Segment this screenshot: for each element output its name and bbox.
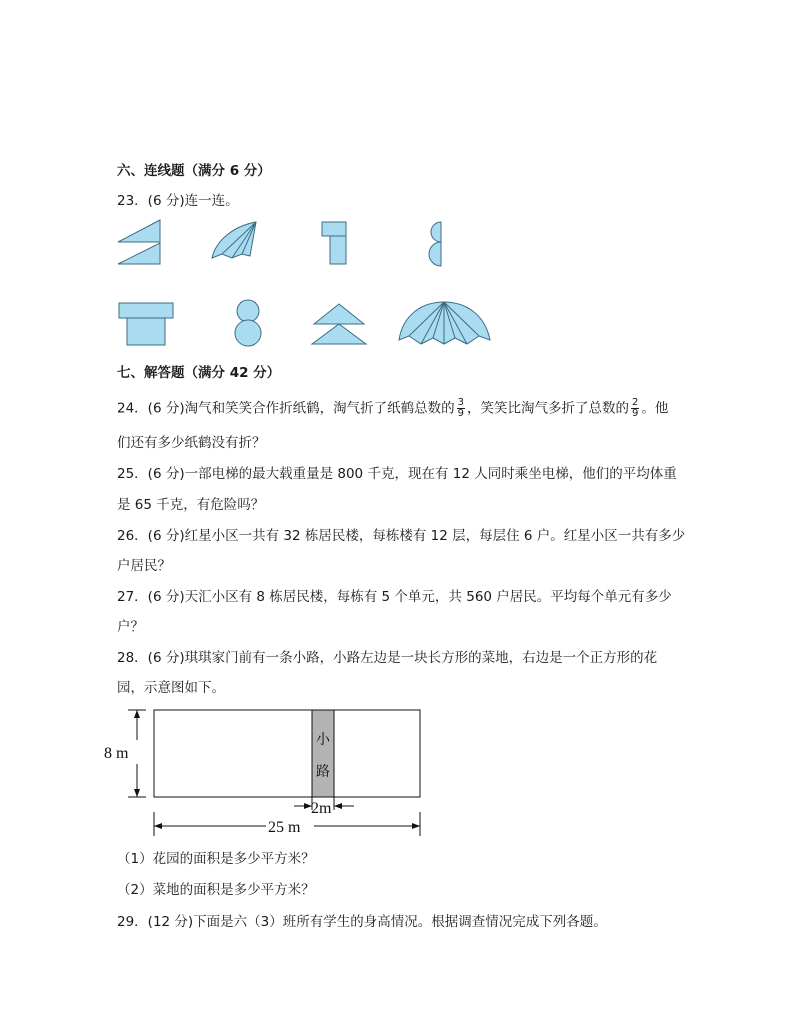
- triangle-stack-icon: [312, 302, 370, 346]
- arrow-left-icon: [154, 823, 162, 829]
- question-24-mid: ，笑笑比淘气多折了总数的: [466, 400, 629, 417]
- umbrella-icon: [397, 300, 493, 348]
- question-24-suffix: 。他: [641, 400, 669, 417]
- snowman-icon: [227, 299, 271, 349]
- question-28-sub-2: （2）菜地的面积是多少平方米？: [117, 882, 315, 898]
- arrow-down-icon: [134, 789, 140, 797]
- fraction-2-9: [631, 398, 639, 419]
- mushroom-icon: [117, 300, 177, 348]
- land-outline: [154, 710, 420, 797]
- half-snowman-icon: [423, 220, 445, 268]
- question-28-line2: 园，示意图如下。: [117, 680, 225, 696]
- arrow-right-icon: [412, 823, 420, 829]
- question-27-line1: 27．(6 分)天汇小区有 8 栋居民楼，每栋有 5 个单元，共 560 户居民。平均每个单元有多少: [117, 589, 672, 605]
- question-26-line1: 26．(6 分)红星小区一共有 32 栋居民楼，每栋楼有 12 层，每层住 6 户。红星小区一共有多少: [117, 528, 686, 544]
- road-width-label: 2m: [311, 800, 332, 817]
- question-29: 29．(12 分)下面是六（3）班所有学生的身高情况。根据调查情况完成下列各题。: [117, 914, 607, 930]
- question-28-line1: 28．(6 分)琪琪家门前有一条小路，小路左边是一块长方形的菜地，右边是一个正方形的花: [117, 650, 658, 666]
- question-24-prefix: 24．(6 分)淘气和笑笑合作折纸鹤，淘气折了纸鹤总数的: [117, 400, 455, 417]
- road-label-char-1: 小: [316, 732, 330, 748]
- height-label: 8 m: [104, 745, 129, 762]
- road-diagram: [100, 700, 440, 845]
- question-28-sub-1: （1）花园的面积是多少平方米？: [117, 851, 315, 867]
- road-label-char-2: 路: [316, 764, 330, 780]
- question-27-line2: 户？: [117, 619, 144, 635]
- fraction-denominator: 9: [457, 408, 464, 419]
- question-23: 23．(6 分)连一连。: [117, 193, 239, 209]
- half-mushroom-icon: [320, 220, 350, 268]
- road-strip: [312, 710, 334, 797]
- half-triangle-stack-icon: [118, 220, 163, 270]
- question-26-line2: 户居民？: [117, 558, 171, 574]
- section-6-heading: 六、连线题（满分 6 分）: [117, 163, 271, 179]
- question-24-line2: 们还有多少纸鹤没有折？: [117, 435, 266, 451]
- total-width-label: 25 m: [268, 819, 301, 836]
- fraction-numerator: 3: [457, 397, 464, 408]
- question-24-line1: [117, 398, 668, 419]
- question-25-line2: 是 65 千克，有危险吗？: [117, 497, 265, 513]
- fraction-numerator: 2: [631, 397, 639, 408]
- arrow-up-icon: [134, 710, 140, 718]
- fraction-3-9: [457, 398, 465, 419]
- section-7-heading: 七、解答题（满分 42 分）: [117, 365, 281, 381]
- arrow-left-icon: [334, 803, 342, 809]
- fraction-denominator: 9: [631, 408, 639, 419]
- half-umbrella-icon: [210, 220, 260, 265]
- question-25-line1: 25．(6 分)一部电梯的最大载重量是 800 千克，现在有 12 人同时乘坐电梯，他们的平均体重: [117, 466, 677, 482]
